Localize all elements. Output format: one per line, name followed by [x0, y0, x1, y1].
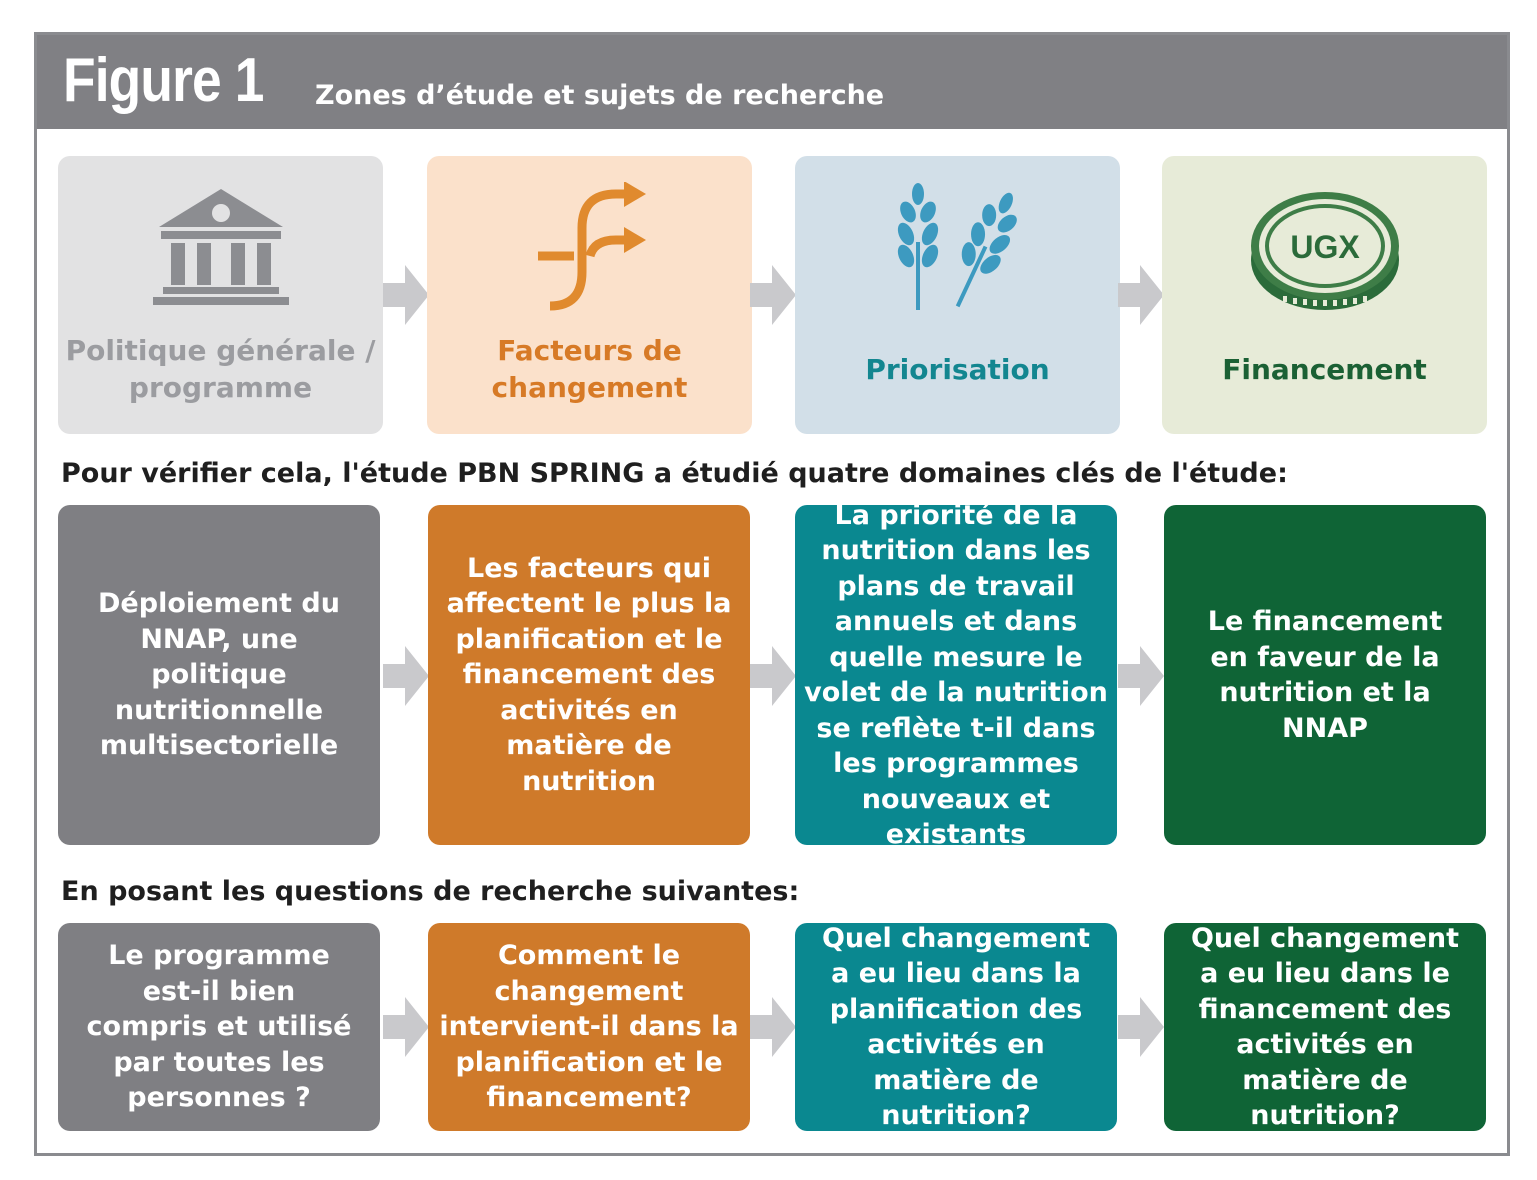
arrow-right-icon	[383, 644, 429, 708]
question-card: Quel changement a eu lieu dans la planification des activités en matière de nutrition?	[795, 923, 1117, 1131]
figure-label: Figure 1	[63, 46, 264, 115]
questions-heading: En posant les questions de recherche suivantes:	[61, 876, 800, 907]
merging-arrows-icon	[427, 182, 752, 312]
area-card-change-factors	[427, 156, 752, 434]
area-card-financing	[1162, 156, 1487, 434]
area-card-policy	[58, 156, 383, 434]
area-label: Financement	[1222, 352, 1427, 386]
area-label: Priorisation	[865, 352, 1050, 386]
area-label: Politique générale / programme	[65, 334, 376, 404]
arrow-right-icon	[383, 995, 429, 1059]
figure-frame	[34, 32, 1510, 1156]
arrow-right-icon	[383, 263, 429, 327]
government-building-icon	[58, 182, 383, 312]
arrow-right-icon	[1118, 263, 1164, 327]
domains-heading: Pour vérifier cela, l'étude PBN SPRING a étudié quatre domaines clés de l'étude:	[61, 458, 1288, 489]
domain-card: Le financement en faveur de la nutrition et la NNAP	[1164, 505, 1486, 845]
domain-card: La priorité de la nutrition dans les plans de travail annuels et dans quelle mesure le volet de la nutrition se reflète t-il dans les programmes nouveaux et existants	[795, 505, 1117, 845]
arrow-right-icon	[750, 263, 796, 327]
question-card: Le programme est-il bien compris et utilisé par toutes les personnes ?	[58, 923, 380, 1131]
arrow-right-icon	[1118, 995, 1164, 1059]
figure-header	[37, 35, 1507, 129]
question-card: Quel changement a eu lieu dans le financement des activités en matière de nutrition?	[1164, 923, 1486, 1131]
domain-card: Les facteurs qui affectent le plus la planification et le financement des activités en matière de nutrition	[428, 505, 750, 845]
coin-icon	[1162, 182, 1487, 312]
arrow-right-icon	[750, 644, 796, 708]
area-label: Facteurs de changement	[491, 334, 688, 404]
area-card-prioritization	[795, 156, 1120, 434]
question-card: Comment le changement intervient-il dans la planification et le financement?	[428, 923, 750, 1131]
figure-title: Zones d’étude et sujets de recherche	[315, 80, 885, 111]
coin-label: UGX	[1289, 229, 1360, 265]
domain-card: Déploiement du NNAP, une politique nutritionnelle multisectorielle	[58, 505, 380, 845]
arrow-right-icon	[1118, 644, 1164, 708]
wheat-icon	[795, 182, 1120, 312]
arrow-right-icon	[750, 995, 796, 1059]
